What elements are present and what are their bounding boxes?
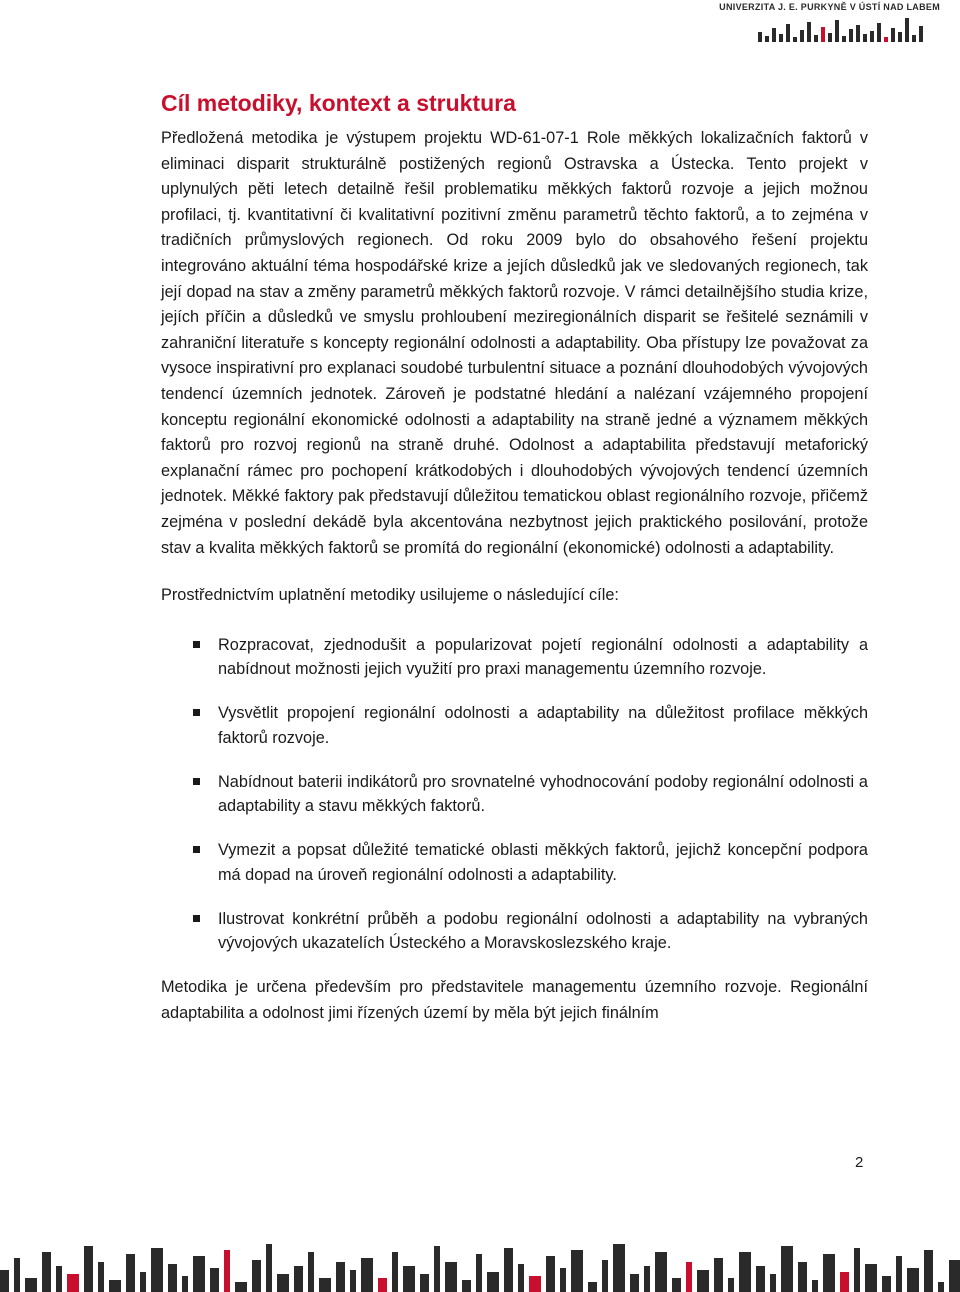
logo-bar bbox=[772, 28, 776, 42]
footer-bar bbox=[588, 1282, 597, 1292]
document-body bbox=[161, 88, 868, 1026]
footer-bar bbox=[336, 1262, 345, 1292]
footer-bar bbox=[560, 1268, 566, 1292]
footer-bar bbox=[14, 1258, 20, 1292]
footer-bar bbox=[67, 1274, 79, 1292]
logo-bar bbox=[856, 25, 860, 42]
footer-bar bbox=[865, 1264, 877, 1292]
footer-bar bbox=[193, 1256, 205, 1292]
footer-bar bbox=[252, 1260, 261, 1292]
footer-bar bbox=[0, 1270, 9, 1292]
footer-bar bbox=[823, 1254, 835, 1292]
footer-bar bbox=[487, 1272, 499, 1292]
footer-bar bbox=[403, 1266, 415, 1292]
logo-bar bbox=[779, 34, 783, 42]
footer-bar bbox=[613, 1244, 625, 1292]
footer-bar bbox=[266, 1244, 272, 1292]
footer-bar bbox=[504, 1248, 513, 1292]
footer-bar bbox=[686, 1262, 692, 1292]
logo-bar bbox=[800, 30, 804, 42]
page-number: 2 bbox=[855, 1154, 864, 1171]
goals-list bbox=[161, 633, 868, 956]
footer-bar bbox=[56, 1266, 62, 1292]
footer-bar bbox=[949, 1260, 960, 1292]
paragraph-1: Předložená metodika je výstupem projektu WD-61-07-1 Role měkkých lokalizačních faktorů v eliminaci disparit strukturálně postižených regionů Ostravska a Ústecka. Tento projekt v uplynulých pěti letech detailně řešil problematiku měkkých faktorů rozvoje a jejich možnou profilaci, tj. kvantitativní či kvalitativní pozitivní změnu parametrů těchto faktorů, a to zejména v tradičních průmyslových regionech. Od roku 2009 bylo do obsahového řešení projektu integrováno aktuální téma hospodářské krize a jejích důsledků jak ve sledovaných regionech, tak její dopad na stav a změny parametrů měkkých faktorů rozvoje. V rámci detailnějšího studia krize, jejích příčin a důsledků ve smyslu prohloubení meziregionálních disparit se řešitelé seznámili v zahraniční literatuře s koncepty regionální odolnosti a adaptability. Oba přístupy lze považovat za vysoce inspirativní pro explanaci soudobé turbulentní situace a poznání dlouhodobých vývojových tendencí územních jednotek. Zároveň je podstatné hledání a nalézaní vzájemného propojení konceptu regionální ekonomické odolnosti a adaptability na straně jedné a významem měkkých faktorů pro rozvoj regionů na straně druhé. Odolnost a adaptabilita představují metaforický explanační rámec pro pochopení krátkodobých i dlouhodobých vývojových tendencí územních jednotek. Měkké faktory pak představují důležitou tematickou oblast regionálního rozvoje, přičemž zejména v poslední dekádě byla akcentována nezbytnost jejich praktického posilování, protože stav a kvalita měkkých faktorů se promítá do regionální (ekonomické) odolnosti a adaptability. bbox=[161, 129, 868, 557]
footer-bar bbox=[350, 1270, 356, 1292]
logo-bar bbox=[814, 35, 818, 42]
footer-bar bbox=[630, 1274, 639, 1292]
footer-bar bbox=[476, 1254, 482, 1292]
footer-bar bbox=[602, 1260, 608, 1292]
page-title: Cíl metodiky, kontext a struktura bbox=[161, 90, 516, 116]
logo-bar bbox=[905, 18, 909, 42]
footer-bar bbox=[672, 1278, 681, 1292]
footer-bar bbox=[168, 1264, 177, 1292]
footer-bar bbox=[798, 1262, 807, 1292]
footer-bar bbox=[361, 1258, 373, 1292]
footer-bar bbox=[294, 1266, 303, 1292]
footer-bar bbox=[235, 1282, 247, 1292]
footer-bar bbox=[420, 1274, 429, 1292]
footer-bar bbox=[571, 1250, 583, 1292]
logo-bar bbox=[898, 32, 902, 42]
logo-bar bbox=[835, 20, 839, 42]
footer-bar bbox=[655, 1252, 667, 1292]
footer-bar bbox=[756, 1266, 765, 1292]
footer-bar bbox=[445, 1262, 457, 1292]
footer-bar bbox=[151, 1248, 163, 1292]
square-bullet-icon bbox=[193, 778, 200, 785]
footer-bar bbox=[140, 1272, 146, 1292]
square-bullet-icon bbox=[193, 641, 200, 648]
logo-bar bbox=[786, 24, 790, 42]
list-item: Vysvětlit propojení regionální odolnosti a adaptability na důležitost profilace měkkých faktorů rozvoje. bbox=[161, 701, 868, 750]
logo-bar bbox=[828, 33, 832, 42]
logo-bars-icon bbox=[758, 16, 938, 46]
logo-bar bbox=[877, 23, 881, 42]
logo-bar bbox=[807, 22, 811, 42]
footer-bar bbox=[25, 1278, 37, 1292]
footer-bar bbox=[98, 1262, 104, 1292]
footer-bar bbox=[728, 1278, 734, 1292]
footer-bar bbox=[277, 1274, 289, 1292]
footer-bar bbox=[42, 1252, 51, 1292]
footer-bar bbox=[924, 1250, 933, 1292]
footer-bar bbox=[308, 1252, 314, 1292]
logo-bar bbox=[842, 36, 846, 42]
footer-bar bbox=[840, 1272, 849, 1292]
footer-bar bbox=[109, 1280, 121, 1292]
list-item: Nabídnout baterii indikátorů pro srovnatelné vyhodnocování podoby regionální odolnosti a adaptability a stavu měkkých faktorů. bbox=[161, 770, 868, 819]
footer-bar bbox=[224, 1250, 230, 1292]
logo-bar bbox=[919, 26, 923, 42]
footer-bar bbox=[126, 1254, 135, 1292]
footer-bar bbox=[319, 1278, 331, 1292]
logo-bar bbox=[758, 32, 762, 42]
footer-bar bbox=[529, 1276, 541, 1292]
footer-bar bbox=[84, 1246, 93, 1292]
university-logo bbox=[719, 2, 940, 46]
footer-bar bbox=[907, 1268, 919, 1292]
square-bullet-icon bbox=[193, 915, 200, 922]
logo-bar bbox=[765, 36, 769, 42]
footer-bar bbox=[462, 1280, 471, 1292]
footer-bar bbox=[781, 1246, 793, 1292]
footer-bar bbox=[882, 1276, 891, 1292]
footer-bar bbox=[644, 1266, 650, 1292]
goals-intro: Prostřednictvím uplatnění metodiky usilujeme o následující cíle: bbox=[161, 586, 619, 605]
footer-bar bbox=[182, 1276, 188, 1292]
logo-bar bbox=[870, 31, 874, 42]
logo-bar bbox=[821, 27, 825, 42]
logo-bar bbox=[863, 34, 867, 42]
logo-bar bbox=[849, 29, 853, 42]
list-item: Rozpracovat, zjednodušit a popularizovat pojetí regionální odolnosti a adaptability a nabídnout možnosti jejich využití pro praxi managementu územního rozvoje. bbox=[161, 633, 868, 682]
footer-bar bbox=[812, 1280, 818, 1292]
list-item: Vymezit a popsat důležité tematické oblasti měkkých faktorů, jejichž koncepční podpora má dopad na úroveň regionální odolnosti a adaptability. bbox=[161, 838, 868, 887]
footer-bar bbox=[697, 1270, 709, 1292]
footer-bar bbox=[210, 1268, 219, 1292]
footer-bar bbox=[546, 1256, 555, 1292]
square-bullet-icon bbox=[193, 846, 200, 853]
logo-bar bbox=[884, 37, 888, 42]
footer-bar bbox=[714, 1258, 723, 1292]
footer-bar bbox=[518, 1264, 524, 1292]
square-bullet-icon bbox=[193, 709, 200, 716]
footer-bar bbox=[770, 1274, 776, 1292]
footer-bar bbox=[938, 1282, 944, 1292]
logo-text: UNIVERZITA J. E. PURKYNĚ V ÚSTÍ NAD LABEM bbox=[719, 2, 940, 12]
list-item: Ilustrovat konkrétní průběh a podobu regionální odolnosti a adaptability na vybraných vývojových ukazatelích Ústeckého a Moravskoslezského kraje. bbox=[161, 907, 868, 956]
footer-bar bbox=[854, 1248, 860, 1292]
footer-bar bbox=[434, 1246, 440, 1292]
logo-bar bbox=[891, 28, 895, 42]
footer-bar bbox=[896, 1256, 902, 1292]
footer-bar bbox=[739, 1252, 751, 1292]
logo-bar bbox=[912, 35, 916, 42]
footer-bar bbox=[392, 1252, 398, 1292]
logo-bar bbox=[793, 37, 797, 42]
footer-bars-decoration-icon bbox=[0, 1232, 960, 1292]
footer-bar bbox=[378, 1278, 387, 1292]
closing-paragraph: Metodika je určena především pro představitele managementu územního rozvoje. Regionální adaptabilita a odolnost jimi řízených území by měla být jejich finálním bbox=[161, 978, 868, 1022]
